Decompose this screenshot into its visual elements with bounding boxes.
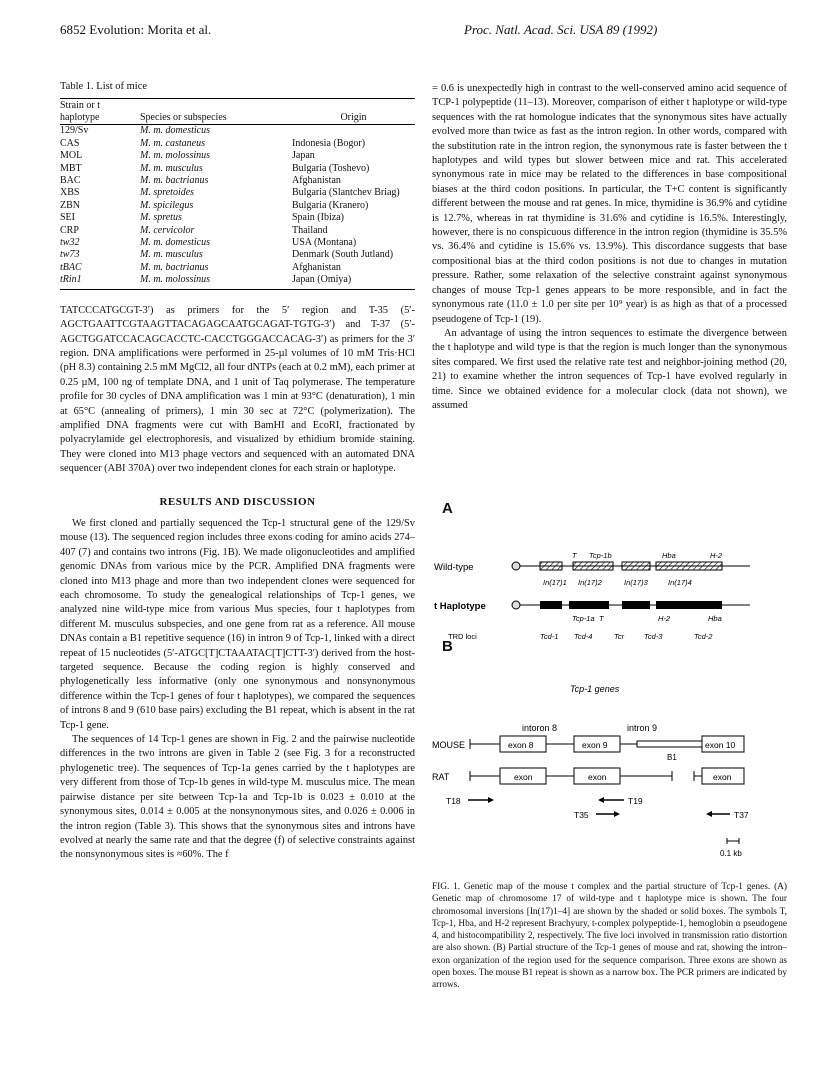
methods-paragraph: TATCCCATGCGT-3′) as primers for the 5′ region and T-35 (5′-AGCTGAATTCGTAAGTTACAGAGCAATGCAGAT-TGTG-3′) and T-37 (5′-AGCTGGATCCACAGCACCTC-CACCTGGGACCACAG-3′) as primers for the 3′ region. DNA amplifications were performed in 25-µl volumes of 10 mM Tris·HCl (pH 8.3) containing 2.5 mM MgCl2, all four dNTPs (each at 0.2 mM), each primer at 0.25 µM, 100 ng of template DNA, and 1 unit of Taq polymerase. The temperature profile for 30 cycles of DNA amplification was 1 min at 93°C (denaturation), 1 min at 65°C (annealing of primers), 1 min 30 sec at 72°C (polymerization). The amplified DNA fragments were cut with BamHI and EcoRI, fractionated by polyacrylamide gel electrophoresis, and visualized by ethidium bromide staining. They were cloned into M13 phage vectors and sequenced with an automated DNA sequencer (ABI 370A) over two independent clones for each strain or haplotype. — [60, 304, 415, 475]
rat-exon-2-label: exon — [588, 772, 607, 782]
table-header-strain: Strain or t haplotype — [60, 100, 100, 123]
rat-exon-1-label: exon — [514, 772, 533, 782]
figure-caption: FIG. 1. Genetic map of the mouse t complex and the partial structure of Tcp-1 genes. (A) Genetic map of chromosome 17 of wild-type and t haplotype mice is shown. The four chromosomal inversions [In(17)1–4] are shown by the shaded or solid boxes. The symbols T, Tcp-1, Hba, and H-2 represent Brachyury, t-complex polypeptide-1, hemoglobin α pseudogene 4, and histocompatibility 2, respectively. The five loci involved in transmission ratio distortion are also shown. (B) Partial structure of the Tcp-1 genes of mouse and rat, showing the intron–exon organization of the region used for the sequence comparison. Three exons are shown as open boxes. The mouse B1 repeat is shown as a narrow box. The PCR primers are indicated by arrows. — [432, 882, 787, 991]
discussion-paragraph-2: An advantage of using the intron sequences to estimate the divergence between the t haplotype and wild type is that the region is much longer than the synonymous sites compared. We first used the relative rate test and neighbor-joining method (20, 21) to examine whether the intron sequences of Tcp-1 have evolved regularly in time. Since we obtained evidence for a molecular clock (data not shown), we assumed — [432, 327, 787, 411]
origin-cell: Indonesia (Bogor) — [292, 137, 366, 149]
wt-gene-tcp1b: Tcp-1b — [589, 551, 612, 560]
right-column — [432, 82, 787, 413]
species-cell: M. m. domesticus — [140, 125, 210, 137]
trd-locus-tcd4: Tcd-4 — [574, 632, 593, 640]
t-inversion-1 — [540, 601, 562, 609]
t-inversion-3 — [622, 601, 650, 609]
strain-cell: BAC — [60, 175, 81, 187]
primer-t37-label: T37 — [734, 810, 749, 820]
intron-9-label: intron 9 — [627, 723, 658, 733]
strain-cell: ZBN — [60, 199, 80, 211]
wt-inversion-3 — [622, 562, 650, 570]
table-row — [60, 274, 415, 289]
table-row — [60, 125, 415, 138]
origin-cell — [292, 125, 415, 138]
centromere-icon — [512, 562, 520, 570]
species-cell: M. m. castaneus — [140, 137, 205, 149]
species-cell: M. m. bactrianus — [140, 261, 209, 273]
strain-cell: SEI — [60, 212, 75, 224]
scale-label: 0.1 kb — [720, 849, 742, 858]
rat-exon-3-label: exon — [713, 772, 732, 782]
t-gene-tcp1a: Tcp-1a — [572, 614, 595, 623]
t-gene-hba: Hba — [708, 614, 722, 623]
panel-a-label: A — [442, 500, 453, 517]
table-row — [60, 138, 415, 150]
mouse-exon-10-label: exon 10 — [705, 740, 736, 750]
strain-cell: tRin1 — [60, 274, 140, 289]
table-row — [60, 175, 415, 187]
strain-cell: MOL — [60, 150, 83, 162]
table-row — [60, 200, 415, 212]
table-header-origin: Origin — [340, 111, 367, 123]
trd-locus-tcd2: Tcd-2 — [694, 632, 713, 640]
origin-cell: Denmark (South Jutland) — [292, 249, 394, 261]
running-header-left: 6852 Evolution: Morita et al. — [60, 22, 212, 37]
t-gene-t: T — [599, 614, 604, 623]
table-caption: Table 1. List of mice — [60, 81, 148, 92]
wt-inversion-2 — [573, 562, 613, 570]
trd-locus-tcd3: Tcd-3 — [644, 632, 663, 640]
wild-type-label: Wild-type — [434, 562, 474, 573]
running-header-right: Proc. Natl. Acad. Sci. USA 89 (1992) — [464, 22, 658, 37]
species-cell: M. spicilegus — [140, 199, 194, 211]
strain-cell: CAS — [60, 137, 80, 149]
table-row — [60, 187, 415, 199]
tcp1-genes-title: Tcp-1 genes — [570, 684, 620, 694]
t-inversion-2 — [569, 601, 609, 609]
wt-inversion-4 — [656, 562, 722, 570]
wt-gene-hba: Hba — [662, 551, 676, 560]
species-cell: M. cervicolor — [140, 224, 195, 236]
intron-8-label: intoron 8 — [522, 723, 558, 733]
wt-inversion-1 — [540, 562, 562, 570]
origin-cell: Thailand — [292, 224, 328, 236]
table-row — [60, 150, 415, 162]
wt-gene-h2: H-2 — [710, 551, 723, 560]
rat-label: RAT — [432, 772, 450, 782]
mouse-exon-8-label: exon 8 — [508, 740, 534, 750]
species-cell: M. spretus — [140, 212, 182, 224]
inversion-label-4: In(17)4 — [668, 578, 692, 587]
b1-label: B1 — [667, 753, 677, 762]
species-cell: M. m. musculus — [140, 249, 203, 261]
table-row — [60, 262, 415, 274]
results-paragraph-2: The sequences of 14 Tcp-1 genes are shown in Fig. 2 and the pairwise nucleotide differences in the two introns are given in Table 2 (see Fig. 3 for a reconstructed phylogenetic tree). The sequences of Tcp-1a genes carried by the t haplotypes are very different from those of Tcp-1b genes in wild-type M. musculus mice. The mean pairwise distance per site between Tcp-1a and Tcp-1b is 0.023 ± 0.010 at the synonymous sites, 0.014 ± 0.005 at the nonsynonymous sites, and 0.026 ± 0.006 in the intron region (Table 3). This shows that the synonymous sites and introns have evolved at nearly the same rate and that the degree (f) of selective constraints against the nonsynonymous sites is ≈60%. The f — [60, 734, 415, 861]
trd-locus-tcr: Tcr — [614, 632, 625, 640]
left-column — [60, 80, 415, 863]
mouse-exon-9-label: exon 9 — [582, 740, 608, 750]
species-cell: M. m. molossinus — [140, 150, 211, 162]
species-cell: M. m. bactrianus — [140, 175, 209, 187]
inversion-label-2: In(17)2 — [578, 578, 602, 587]
strain-cell: tw32 — [60, 237, 80, 249]
strain-cell: MBT — [60, 162, 82, 174]
species-cell: M. m. musculus — [140, 162, 203, 174]
origin-cell: Bulgaria (Slantchev Briag) — [292, 187, 400, 199]
strain-cell: tBAC — [60, 261, 82, 273]
origin-cell: Japan (Omiya) — [292, 274, 415, 289]
section-title: RESULTS AND DISCUSSION — [159, 495, 316, 508]
origin-cell: USA (Montana) — [292, 237, 357, 249]
strain-cell: tw73 — [60, 249, 80, 261]
strain-cell: XBS — [60, 187, 80, 199]
species-cell: M. spretoides — [140, 187, 195, 199]
strain-cell: 129/Sv — [60, 125, 89, 137]
table-header-species: Species or subspecies — [140, 111, 227, 123]
inversion-label-3: In(17)3 — [624, 578, 648, 587]
trd-locus-tcd1: Tcd-1 — [540, 632, 559, 640]
t-haplotype-label: t Haplotype — [434, 601, 486, 612]
mouse-label: MOUSE — [432, 740, 466, 750]
t-gene-h2: H-2 — [658, 614, 671, 623]
strain-cell: CRP — [60, 224, 79, 236]
t-inversion-4 — [656, 601, 722, 609]
mice-table — [60, 98, 415, 289]
species-cell: M. m. molossinus — [140, 274, 292, 289]
table-row — [60, 212, 415, 224]
discussion-paragraph-1: = 0.6 is unexpectedly high in contrast to the well-conserved amino acid sequence of TCP-1 polypeptide (11–13). Moreover, comparison of either t haplotype or wild-type sequences with the rat homologue indicates that the synonymous sites have actually evolved more than twice as fast as the intron region. In other words, compared with the substitution rate in the intron region, the synonymous rate is faster between the t haplotypes and wild types but slower between mice and rat. This accelerated synonymous rate in mice may be related to the differences in base compositional biases at the third codon positions. In particular, the T+C content is significantly different between the mouse and rat genes. In mice, thymidine is 36.9% and cytidine is 12.7%, whereas in rat thymidine is 31.6% and cytidine is 16.5%. Interestingly, however, there is no conspicuous difference in the intron region (thymidine is 35.5% vs. 36.4% and cytidine is 15.6% vs. 13.9%). This discordance suggests that base compositional bias at the third codon positions is not due to changes in mutation pressure. Rather, some relaxation of the selective constraint against synonymous changes of mouse Tcp-1 genes appears to be more responsible, and in fact the synonymous rate (11.0 ± 1.0 per site per 10⁹ year) is as high as that of a processed pseudogene of Tcp-1 (19). — [432, 83, 787, 325]
species-cell: M. m. domesticus — [140, 237, 210, 249]
table-row — [60, 163, 415, 175]
origin-cell: Afghanistan — [292, 261, 341, 273]
panel-b-label: B — [442, 638, 453, 655]
origin-cell: Bulgaria (Kranero) — [292, 199, 369, 211]
origin-cell: Japan — [292, 150, 315, 162]
centromere-icon — [512, 601, 520, 609]
table-body — [60, 125, 415, 289]
table-row — [60, 225, 415, 237]
table-row — [60, 237, 415, 249]
origin-cell: Afghanistan — [292, 175, 341, 187]
wt-gene-t: T — [572, 551, 577, 560]
trd-label: TRD loci — [448, 632, 477, 640]
inversion-label-1: In(17)1 — [543, 578, 567, 587]
origin-cell: Spain (Ibiza) — [292, 212, 344, 224]
table-row — [60, 249, 415, 261]
results-paragraph-1: We first cloned and partially sequenced the Tcp-1 structural gene of the 129/Sv mouse (13). The sequenced region includes three exons coding for amino acids 274–407 (7) and contains two introns (Fig. 1B). We made oligonucleotides and amplified genomic DNAs from various mice by the PCR. Amplified DNA fragments were cloned into M13 phage and more than two independent clones were sequenced for each chromosome. To study the genealogical relationships of Tcp-1 genes, we analyzed nine wild-type mice from various Mus species, four t haplotypes from different M. musculus subspecies, and one gene from rat as a reference. All mouse DNAs contain a B1 repetitive sequence (16) in intron 9 of Tcp-1, linked with a direct repeat of 15 nucleotides (5′-ATGC[T]CTAAATAC[T]CTT-3′) derived from the host-targeted sequence. Because the coding region is highly conserved and phylogenetically less informative (only one synonymous and nonsynonymous difference within the Tcp-1 genes of four t haplotypes), we compared the sequences of introns 8 and 9 (610 base pairs) excluding the B1 repeat, which is absent in the rat Tcp-1 gene. — [60, 517, 415, 731]
primer-t19-label: T19 — [628, 796, 643, 806]
origin-cell: Bulgaria (Toshevo) — [292, 162, 370, 174]
genetic-map-figure — [432, 525, 787, 640]
tcp1-gene-structure-figure — [432, 660, 787, 875]
primer-t35-label: T35 — [574, 810, 589, 820]
mouse-b1-repeat — [637, 741, 707, 747]
primer-t18-label: T18 — [446, 796, 461, 806]
